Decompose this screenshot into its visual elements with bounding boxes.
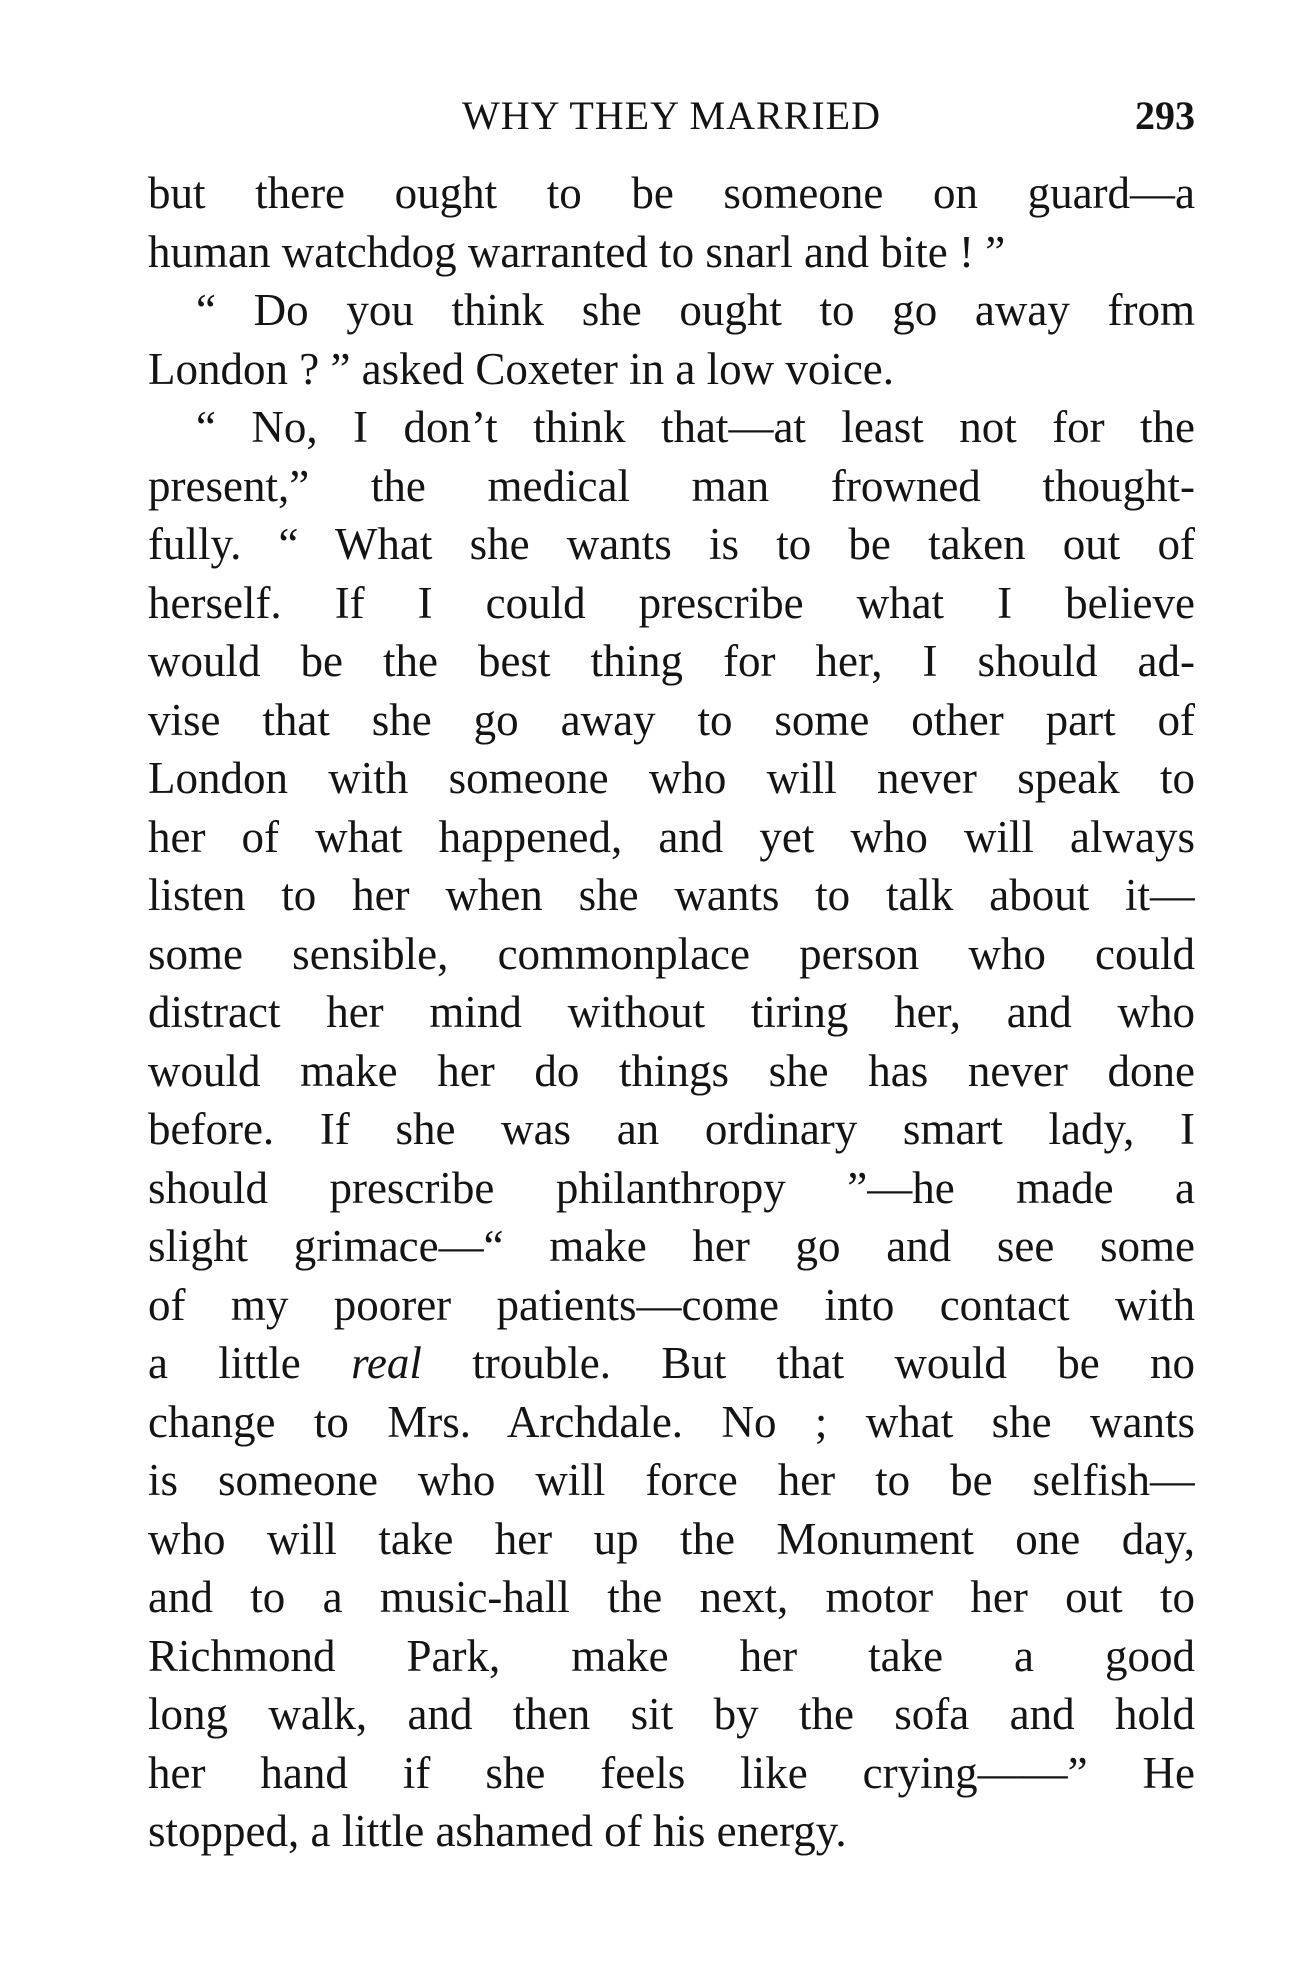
text-line: herself. If I could prescribe what I believe xyxy=(148,577,1195,628)
running-head xyxy=(148,92,1195,140)
text-line: who will take her up the Monument one day, xyxy=(148,1513,1195,1564)
text-line: some sensible, commonplace person who could xyxy=(148,928,1195,979)
text-line: fully. “ What she wants is to be taken out of xyxy=(148,519,1195,569)
text-line: is someone who will force her to be selfish— xyxy=(148,1455,1195,1505)
text-line: “ Do you think she ought to go away from xyxy=(196,285,1195,335)
text-line-with-italic xyxy=(148,1334,1195,1393)
text-line: long walk, and then sit by the sofa and hold xyxy=(148,1689,1195,1739)
text-line: change to Mrs. Archdale. No ; what she wants xyxy=(148,1396,1195,1447)
text-run: a little xyxy=(148,1338,352,1388)
text-line: London ? ” asked Coxeter in a low voice. xyxy=(148,343,895,394)
text-line: before. If she was an ordinary smart lady, I xyxy=(148,1104,1195,1154)
text-line: “ No, I don’t think that—at least not for the xyxy=(196,402,1195,452)
text-run: trouble. But that would be no xyxy=(421,1338,1195,1388)
text-line: would be the best thing for her, I should ad- xyxy=(148,636,1195,686)
text-line: her of what happened, and yet who will always xyxy=(148,811,1195,862)
text-line: slight grimace—“ make her go and see some xyxy=(148,1221,1195,1271)
body-text xyxy=(148,164,1195,1861)
text-line: and to a music-hall the next, motor her out to xyxy=(148,1572,1195,1622)
text-line: present,” the medical man frowned thought- xyxy=(148,460,1195,511)
italic-word: real xyxy=(351,1338,422,1388)
text-line: vise that she go away to some other part of xyxy=(148,694,1195,745)
text-line: her hand if she feels like crying——” He xyxy=(148,1747,1195,1798)
text-line: of my poorer patients—come into contact with xyxy=(148,1279,1195,1330)
text-line: but there ought to be someone on guard—a xyxy=(148,168,1195,218)
text-line: human watchdog warranted to snarl and bite ! ” xyxy=(148,226,1006,277)
text-line: should prescribe philanthropy ”—he made a xyxy=(148,1162,1195,1213)
text-line: listen to her when she wants to talk about it— xyxy=(148,870,1195,920)
running-title: WHY THEY MARRIED xyxy=(462,93,881,138)
text-line: would make her do things she has never done xyxy=(148,1045,1195,1096)
text-line: stopped, a little ashamed of his energy. xyxy=(148,1806,847,1856)
text-line: London with someone who will never speak to xyxy=(148,753,1195,803)
text-line: Richmond Park, make her take a good xyxy=(148,1630,1195,1681)
text-line: distract her mind without tiring her, and who xyxy=(148,987,1195,1037)
page-number: 293 xyxy=(1135,93,1195,138)
